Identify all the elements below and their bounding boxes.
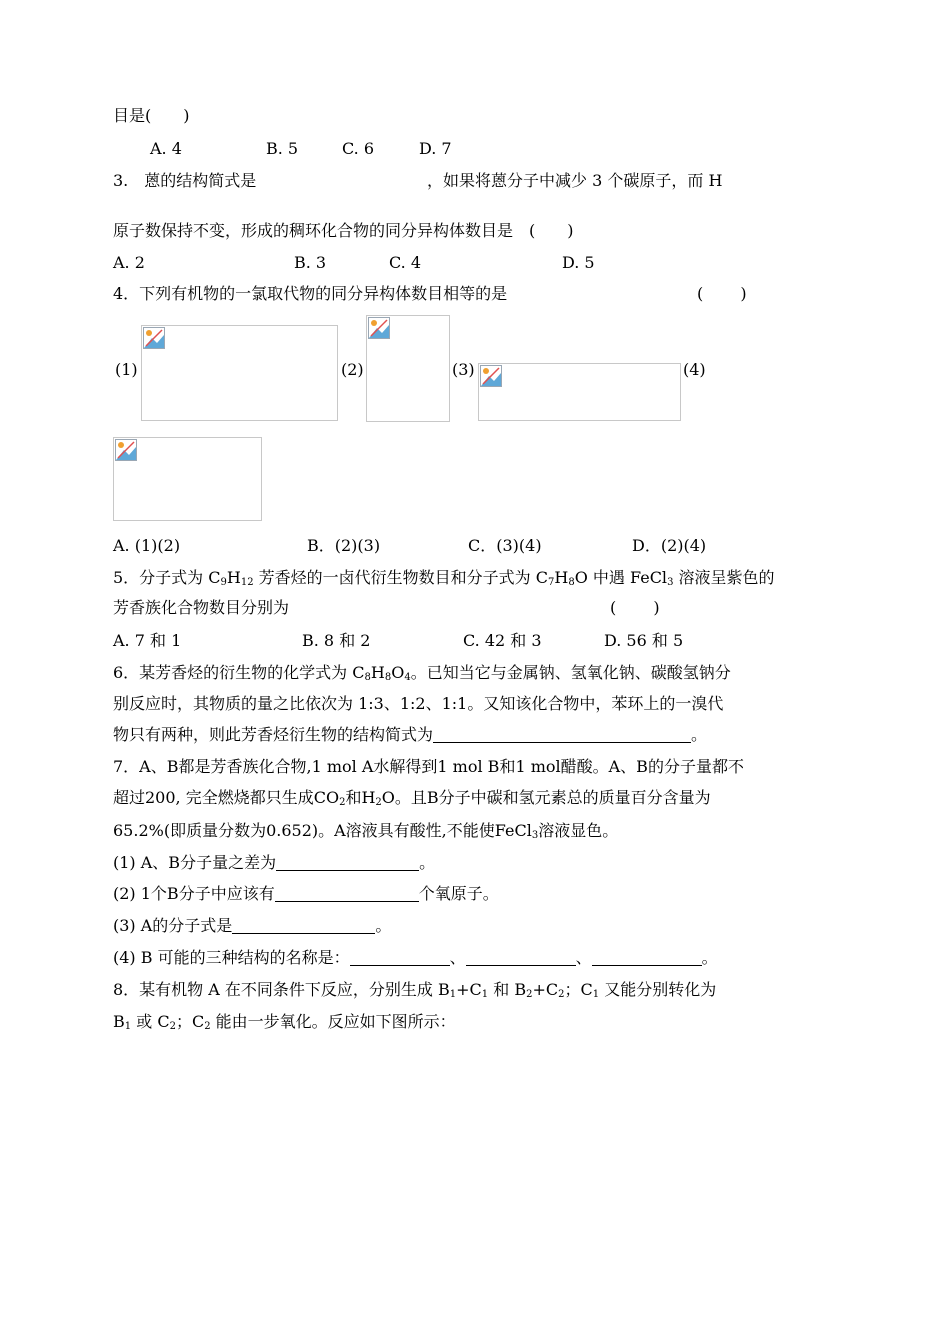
q7-sub2-blank[interactable] (275, 885, 419, 902)
q6-answer-blank[interactable] (433, 726, 691, 743)
q7-sub4-blank-2[interactable] (466, 949, 576, 966)
q8-line2: $B_1$ 或 $C_2$；$C_2$ 能由一步氧化。反应如下图所示： (113, 1012, 456, 1032)
q2-option-b: B. 5 (266, 139, 299, 158)
q4-structure-image-1 (141, 325, 338, 421)
q5-line1: 5．分子式为 $C_9H_{12}$ 芳香烃的一卤代衍生物数目和分子式为 $C_7H_8O$ 中遇 FeCl$_3$ 溶液呈紫色的 (113, 568, 775, 588)
q4-option-d: D．(2)(4) (632, 536, 707, 555)
q7-line3: 65.2%(即质量分数为0.652)。A溶液具有酸性,不能使FeCl$_3$溶液显色。 (113, 821, 619, 841)
q5-answer-paren: ( ) (610, 598, 660, 617)
q3-option-a: A. 2 (113, 253, 145, 272)
q6-line1: 6．某芳香烃的衍生物的化学式为 $C_8H_8O_4$。已知当它与金属钠、氢氧化钠、碳酸氢钠分 (113, 663, 731, 683)
q7-sub3: (3) A的分子式是 。 (113, 916, 392, 935)
q4-option-a: A. (1)(2) (113, 536, 181, 555)
q4-label-1: (1) (115, 360, 138, 379)
q3-option-c: C. 4 (389, 253, 422, 272)
broken-image-icon (480, 365, 502, 387)
q7-sub4-blank-3[interactable] (592, 949, 702, 966)
q2-option-c: C. 6 (342, 139, 375, 158)
q4-option-c: C．(3)(4) (468, 536, 542, 555)
q4-label-3: (3) (452, 360, 475, 379)
broken-image-icon (368, 317, 390, 339)
q7-sub4: (4) B 可能的三种结构的名称是： 、 、 。 (113, 948, 718, 967)
q3-line2: 原子数保持不变，形成的稠环化合物的同分异构体数目是 ( ) (113, 221, 574, 240)
q4-label-4: (4) (683, 360, 706, 379)
q3-option-b: B. 3 (294, 253, 327, 272)
q2-option-a: A. 4 (150, 139, 182, 158)
q4-structure-image-2 (366, 315, 450, 422)
q3-option-d: D. 5 (562, 253, 595, 272)
q4-label-2: (2) (341, 360, 364, 379)
q4-option-b: B．(2)(3) (307, 536, 381, 555)
q3-line1-a: 3. 蒽的结构简式是 (113, 171, 257, 190)
q2-tail-text: 目是( ) (113, 106, 190, 125)
q5-option-b: B. 8 和 2 (302, 631, 371, 650)
q7-line2: 超过200, 完全燃烧都只生成$CO_2$和$H_2O$。且B分子中碳和氢元素总的质量百分含量为 (113, 788, 711, 808)
q4-structure-image-3 (478, 363, 681, 421)
q7-sub1: (1) A、B分子量之差为 。 (113, 853, 436, 872)
q4-stem: 4．下列有机物的一氯取代物的同分异构体数目相等的是 (113, 284, 508, 303)
q7-sub2: (2) 1个B分子中应该有 个氧原子。 (113, 884, 499, 903)
q7-line1: 7．A、B都是芳香族化合物,1 mol A水解得到1 mol B和1 mol醋酸。A、B的分子量都不 (113, 757, 744, 776)
q7-sub3-blank[interactable] (232, 917, 375, 934)
q7-sub1-blank[interactable] (276, 854, 419, 871)
q6-line2: 别反应时，其物质的量之比依次为 1:3、1:2、1:1。又知该化合物中，苯环上的一溴代 (113, 694, 724, 713)
q5-line2: 芳香族化合物数目分别为 (113, 598, 290, 617)
q5-option-c: C. 42 和 3 (463, 631, 542, 650)
q7-sub4-blank-1[interactable] (350, 949, 450, 966)
q8-line1: 8．某有机物 A 在不同条件下反应，分别生成 $B_1+C_1$ 和 $B_2+C_2$；$C_1$ 又能分别转化为 (113, 980, 717, 1000)
q2-option-d: D. 7 (419, 139, 452, 158)
q5-option-d: D. 56 和 5 (604, 631, 684, 650)
q5-option-a: A. 7 和 1 (113, 631, 182, 650)
q6-line3: 物只有两种，则此芳香烃衍生物的结构简式为 。 (113, 725, 708, 744)
q4-answer-paren: ( ) (697, 284, 747, 303)
broken-image-icon (115, 439, 137, 461)
q4-structure-image-4 (113, 437, 262, 521)
broken-image-icon (143, 327, 165, 349)
q3-line1-b: ，如果将蒽分子中减少 3 个碳原子，而 H (427, 171, 723, 190)
